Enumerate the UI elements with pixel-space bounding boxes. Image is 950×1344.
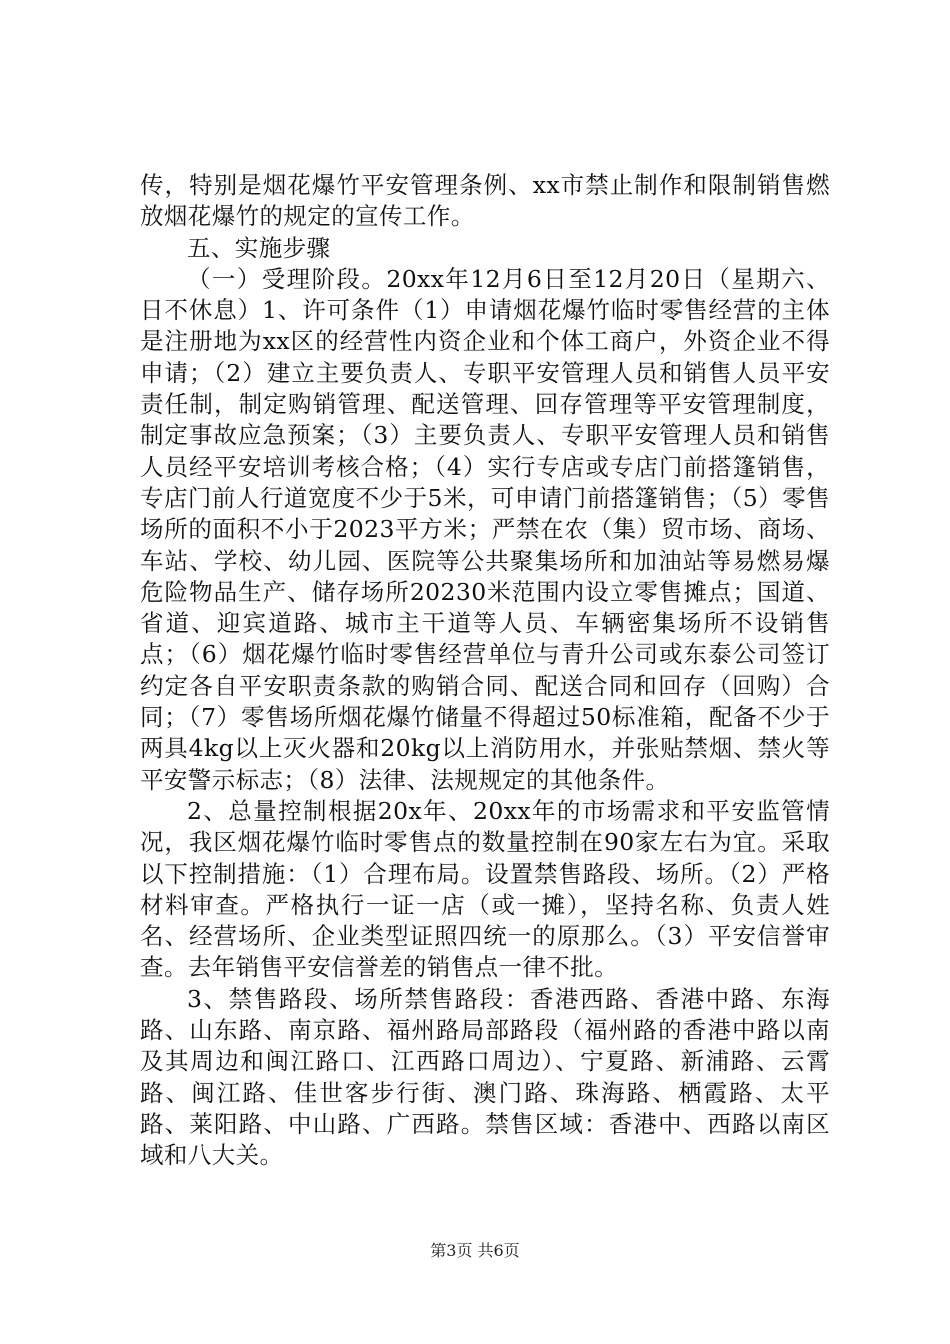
section-heading-implementation-steps: 五、实施步骤 — [187, 233, 331, 262]
paragraph-total-control: 2、总量控制根据20x年、20xx年的市场需求和平安监管情况，我区烟花爆竹临时零售点的数量控制在90家左右为宜。采取以下控制措施：（1）合理布局。设置禁售路段、场所。（2）严格材料审查。严格执行一证一店（或一摊），坚持名称、负责人姓名、经营场所、企业类型证照四统一的原那么。（3）平安信誉审查。去年销售平安信誉差的销售点一律不批。 — [140, 796, 830, 982]
paragraph-prohibited-sections: 3、禁售路段、场所禁售路段：香港西路、香港中路、东海路、山东路、南京路、福州路局部路段（福州路的香港中路以南及其周边和闽江路口、江西路口周边）、宁夏路、新浦路、云霄路、闽江路、佳世客步行街、澳门路、珠海路、栖霞路、太平路、莱阳路、中山路、广西路。禁售区域：香港中、西路以南区域和八大关。 — [140, 984, 830, 1170]
paragraph-propaganda-continuation: 传，特别是烟花爆竹平安管理条例、xx市禁止制作和限制销售燃放烟花爆竹的规定的宣传工作。 — [140, 171, 830, 231]
page-footer: 第3页 共6页 — [430, 1241, 520, 1260]
document-body — [140, 170, 830, 1172]
paragraph-acceptance-stage: （一）受理阶段。20xx年12月6日至12月20日（星期六、日不休息）1、许可条件（1）申请烟花爆竹临时零售经营的主体是注册地为xx区的经营性内资企业和个体工商户，外资企业不得申请；（2）建立主要负责人、专职平安管理人员和销售人员平安责任制，制定购销管理、配送管理、回存管理等平安管理制度，制定事故应急预案；（3）主要负责人、专职平安管理人员和销售人员经平安培训考核合格；（4）实行专店或专店门前搭篷销售，专店门前人行道宽度不少于5米，可申请门前搭篷销售；（5）零售场所的面积不小于2023平方米；严禁在农（集）贸市场、商场、车站、学校、幼儿园、医院等公共聚集场所和加油站等易燃易爆危险物品生产、储存场所20230米范围内设立零售摊点；国道、省道、迎宾道路、城市主干道等人员、车辆密集场所不设销售点；（6）烟花爆竹临时零售经营单位与青升公司或东泰公司签订约定各自平安职责条款的购销合同、配送合同和回存（回购）合同；（7）零售场所烟花爆竹储量不得超过50标准箱，配备不少于两具4kg以上灭火器和20kg以上消防用水，并张贴禁烟、禁火等平安警示标志；（8）法律、法规规定的其他条件。 — [140, 264, 830, 794]
